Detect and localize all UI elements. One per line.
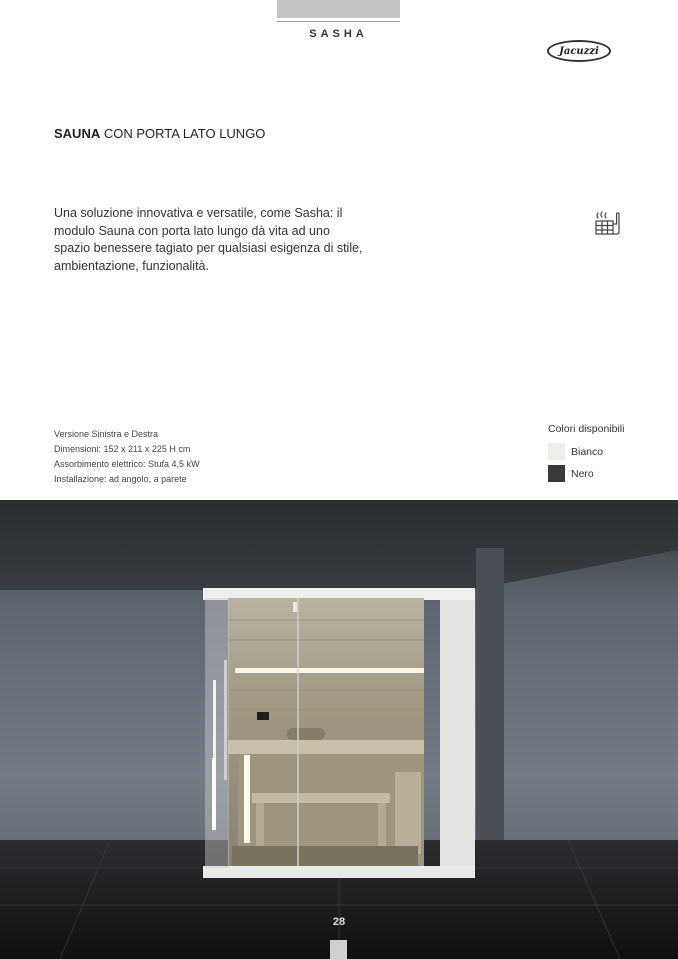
spec-dimensions: Dimensioni: 152 x 211 x 225 H cm — [54, 444, 191, 454]
color-swatch-bianco — [548, 443, 565, 460]
page-tab — [330, 940, 347, 959]
sauna-icon — [592, 209, 622, 239]
spec-list — [54, 427, 200, 487]
color-swatch-nero — [548, 465, 565, 482]
intro-paragraph: Una soluzione innovativa e versatile, come Sasha: il modulo Sauna con porta lato lungo dà vita ad uno spazio benessere tagiato per qualsiasi esigenza di stile, ambientazione, funzionalità. — [54, 206, 363, 273]
header-rule — [277, 21, 400, 22]
jacuzzi-logo — [547, 40, 611, 62]
section-title-rest: CON PORTA LATO LUNGO — [100, 126, 266, 141]
product-photo — [0, 500, 678, 959]
spec-version: Versione Sinistra e Destra — [54, 429, 159, 439]
spec-installation: Installazione: ad angolo, a parete — [54, 474, 187, 484]
color-label-bianco: Bianco — [571, 445, 604, 458]
page-number: 28 — [332, 916, 346, 928]
color-label-nero: Nero — [571, 467, 594, 480]
header-tab — [277, 0, 400, 18]
collection-title: SASHA — [309, 28, 368, 40]
logo-text: Jacuzzi — [559, 45, 599, 57]
section-title — [54, 126, 265, 141]
color-option-bianco — [548, 443, 603, 460]
colors-title: Colori disponibili — [548, 423, 625, 435]
color-option-nero — [548, 465, 594, 482]
section-title-bold: SAUNA — [54, 126, 101, 141]
spec-power: Assorbimento elettrico: Stufa 4,5 kW — [54, 459, 200, 469]
